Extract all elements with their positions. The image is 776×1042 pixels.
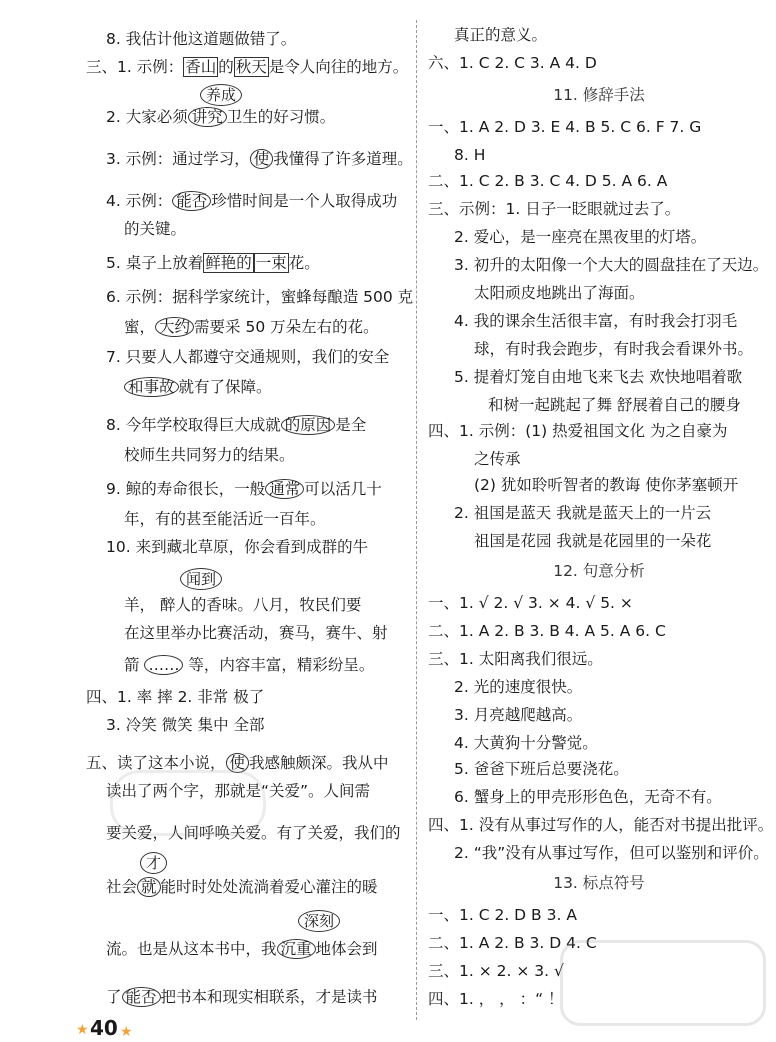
answer-line: 5. 爸爸下班后总要浇花。 — [454, 760, 629, 778]
circled-word: 讲究 — [188, 107, 227, 127]
answer-line: 3. 示例：通过学习， 使 我懂得了许多道理。 — [106, 150, 413, 168]
answer-line: 2. 祖国是蓝天 我就是蓝天上的一片云 — [454, 504, 712, 522]
answer-line: 真正的意义。 — [454, 26, 548, 44]
answer-line: 三、示例：1. 日子一眨眼就过去了。 — [428, 200, 681, 218]
answer-line: 8. 我估计他这道题做错了。 — [106, 30, 297, 48]
page-number: 40 — [90, 1016, 118, 1040]
answer-line: 6. 蟹身上的甲壳形形色色，无奇不有。 — [454, 788, 722, 806]
answer-line: 2. 爱心，是一座亮在黑夜里的灯塔。 — [454, 228, 707, 246]
section-title: 13. 标点符号 — [553, 874, 645, 892]
section-title: 12. 句意分析 — [553, 562, 645, 580]
answer-line: 3. 月亮越爬越高。 — [454, 706, 583, 724]
correction-note: 深刻 — [298, 910, 340, 932]
answer-line: 之传承 — [474, 450, 521, 468]
answer-line: 一、1. √ 2. √ 3. × 4. √ 5. × — [428, 594, 633, 612]
answer-line: 二、1. A 2. B 3. B 4. A 5. A 6. C — [428, 622, 666, 640]
answer-line: 5. 提着灯笼自由地飞来飞去 欢快地唱着歌 — [454, 368, 743, 386]
correction-note: 才 — [140, 852, 167, 874]
answer-line: 球，有时我会跑步，有时我会看课外书。 — [474, 340, 754, 358]
circled-word: 的原因 — [281, 415, 336, 435]
answer-line: 9. 鲸的寿命很长，一般 通常 可以活几十 — [106, 480, 382, 498]
circled-word: 大约 — [155, 317, 194, 337]
watermark-shape — [110, 770, 266, 836]
answer-line: 6. 示例：据科学家统计，蜜蜂每酿造 500 克 — [106, 288, 414, 306]
circled-word: 能否 — [122, 987, 161, 1007]
answer-line: 三、1. 示例： 香山 的 秋天 是令人向往的地方。 — [86, 58, 409, 76]
answer-line: 读出了两个字，那就是“关爱”。人间需 — [106, 782, 371, 800]
answer-line: 羊， 醉人的香味。八月，牧民们要 — [124, 596, 362, 614]
answer-line: 二、1. C 2. B 3. C 4. D 5. A 6. A — [428, 172, 668, 190]
answer-line: 了 能否 把书本和现实相联系，才是读书 — [106, 988, 378, 1006]
answer-line: 三、1. × 2. × 3. √ — [428, 962, 564, 980]
answer-line: 在这里举办比赛活动，赛马，赛牛、射 — [124, 624, 388, 642]
answer-line: 五、读了这本小说， 使 我感触颇深。我从中 — [86, 754, 389, 772]
answer-line: 流。也是从这本书中，我 沉重 地体会到 — [106, 940, 378, 958]
answer-line: 四、1. 示例：(1) 热爱祖国文化 为之自豪为 — [428, 422, 728, 440]
answer-line: 要关爱，人间呼唤关爱。有了关爱，我们的 — [106, 824, 401, 842]
circled-word: 能否 — [172, 191, 211, 211]
answer-line: (2) 犹如聆听智者的教诲 使你茅塞顿开 — [474, 476, 739, 494]
answer-line: 8. 今年学校取得巨大成就 的原因 是全 — [106, 416, 367, 434]
answer-line: 四、1. ， ， ：“ ！ — [428, 990, 564, 1008]
answer-line: 蜜， 大约 需要采 50 万朵左右的花。 — [124, 318, 379, 336]
watermark-shape — [560, 940, 766, 1026]
circled-word: 沉重 — [277, 939, 316, 959]
answer-line: 10. 来到藏北草原，你会看到成群的牛 — [106, 538, 369, 556]
circled-word: 和事故 — [124, 377, 179, 397]
column-divider — [416, 20, 417, 1020]
section-title: 11. 修辞手法 — [553, 86, 645, 104]
answer-line: 祖国是花园 我就是花园里的一朵花 — [474, 532, 712, 550]
answer-line: 4. 示例： 能否 珍惜时间是一个人取得成功 — [106, 192, 398, 210]
boxed-word: 香山 — [185, 58, 217, 76]
answer-line: 六、1. C 2. C 3. A 4. D — [428, 54, 597, 72]
boxed-word: 鲜艳的 — [205, 254, 252, 272]
answer-line: 7. 只要人人都遵守交通规则，我们的安全 — [106, 348, 390, 366]
answer-line: 社会 就 能时时处处流淌着爱心灌注的暖 — [106, 878, 378, 896]
answer-line: 和事故 就有了保障。 — [124, 376, 272, 398]
answer-line: 2. 光的速度很快。 — [454, 678, 583, 696]
answer-line: 的关键。 — [124, 220, 187, 238]
answer-line: 4. 我的课余生活很丰富，有时我会打羽毛 — [454, 312, 738, 330]
answer-line: 2. “我”没有从事过写作，但可以鉴别和评价。 — [454, 844, 769, 862]
answer-line: 2. 大家必须 讲究 卫生的好习惯。 — [106, 108, 336, 126]
answer-line: 4. 大黄狗十分警觉。 — [454, 734, 598, 752]
answer-line: 校师生共同努力的结果。 — [124, 446, 295, 464]
star-icon: ★ — [120, 1024, 133, 1040]
answer-line: 一、1. C 2. D B 3. A — [428, 906, 577, 924]
boxed-word: 秋天 — [235, 58, 267, 76]
answer-line: 年，有的甚至能活近一百年。 — [124, 510, 326, 528]
answer-line: 5. 桌子上放着 鲜艳的 一束 花。 — [106, 254, 320, 272]
correction-note: 养成 — [200, 84, 242, 106]
answer-line: 二、1. A 2. B 3. D 4. C — [428, 934, 597, 952]
answer-line: 三、1. 太阳离我们很远。 — [428, 650, 603, 668]
star-icon: ★ — [76, 1022, 89, 1038]
answer-line: 和树一起跳起了舞 舒展着自己的腰身 — [488, 396, 741, 414]
circled-word: 就 — [137, 877, 161, 897]
answer-line: 四、1. 没有从事过写作的人，能否对书提出批评。 — [428, 816, 774, 834]
answer-line: 四、1. 率 摔 2. 非常 极了 — [86, 688, 265, 706]
circled-word: …… — [144, 655, 183, 675]
answer-line: 3. 冷笑 微笑 集中 全部 — [106, 716, 265, 734]
answer-line: 8. H — [454, 146, 486, 164]
circled-word: 通常 — [265, 479, 304, 499]
answer-line: 箭 …… 等，内容丰富，精彩纷呈。 — [124, 656, 375, 674]
correction-note: 闻到 — [180, 568, 222, 590]
circled-word: 使 — [226, 753, 250, 773]
answer-line: 太阳顽皮地跳出了海面。 — [474, 284, 645, 302]
circled-word: 使 — [250, 149, 274, 169]
boxed-word: 一束 — [255, 254, 287, 272]
answer-line: 3. 初升的太阳像一个大大的圆盘挂在了天边。 — [454, 256, 769, 274]
answer-line: 一、1. A 2. D 3. E 4. B 5. C 6. F 7. G — [428, 118, 702, 136]
